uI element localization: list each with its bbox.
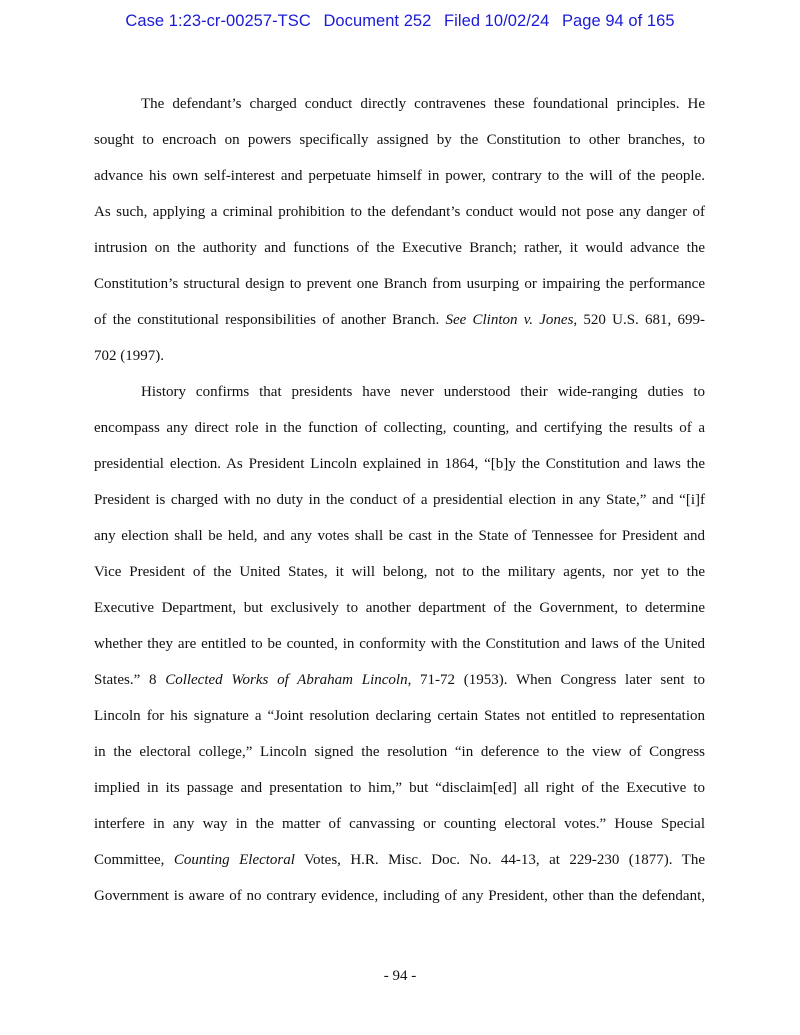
case-citation: See Clinton v. Jones xyxy=(445,312,574,328)
body-line: of the constitutional responsibilities of another Branch. See Clinton v. Jones, 520 U.S. 681, 699- xyxy=(94,312,705,328)
body-line: History confirms that presidents have never understood their wide-ranging duties to xyxy=(141,384,705,400)
body-line: encompass any direct role in the function of collecting, counting, and certifying the results of a xyxy=(94,420,705,436)
body-line: interfere in any way in the matter of canvassing or counting electoral votes.” House Special xyxy=(94,816,705,832)
body-line: President is charged with no duty in the conduct of a presidential election in any State,” and “[i]f xyxy=(94,492,705,508)
body-line: advance his own self-interest and perpetuate himself in power, contrary to the will of the people. xyxy=(94,168,705,184)
body-line: Executive Department, but exclusively to another department of the Government, to determine xyxy=(94,600,705,616)
document-number: Document 252 xyxy=(323,12,432,30)
body-line: Government is aware of no contrary evidence, including of any President, other than the defendant, xyxy=(94,888,705,904)
body-line: in the electoral college,” Lincoln signed the resolution “in deference to the view of Congress xyxy=(94,744,705,760)
body-line: Vice President of the United States, it will belong, not to the military agents, nor yet to the xyxy=(94,564,705,580)
body-line: Constitution’s structural design to prevent one Branch from usurping or impairing the performance xyxy=(94,276,705,292)
body-line: Committee, Counting Electoral Votes, H.R. Misc. Doc. No. 44-13, at 229-230 (1877). The xyxy=(94,852,705,868)
body-line: 702 (1997). xyxy=(94,348,164,364)
body-line: intrusion on the authority and functions of the Executive Branch; rather, it would advance the xyxy=(94,240,705,256)
body-line: Lincoln for his signature a “Joint resolution declaring certain States not entitled to representation xyxy=(94,708,705,724)
page-count: Page 94 of 165 xyxy=(561,12,675,30)
body-line: The defendant’s charged conduct directly contravenes these foundational principles. He xyxy=(141,96,705,112)
case-header xyxy=(0,12,800,31)
body-line: As such, applying a criminal prohibition to the defendant’s conduct would not pose any danger of xyxy=(94,204,705,220)
book-citation: Collected Works of Abraham Lincoln xyxy=(165,672,408,688)
page-number: - 94 - xyxy=(383,968,417,984)
body-line: implied in its passage and presentation to him,” but “disclaim[ed] all right of the Executive to xyxy=(94,780,705,796)
report-citation: Counting Electoral xyxy=(173,852,295,868)
body-line: sought to encroach on powers specifically assigned by the Constitution to other branches, to xyxy=(94,132,705,148)
body-line: any election shall be held, and any votes shall be cast in the State of Tennessee for President and xyxy=(94,528,705,544)
case-number: Case 1:23-cr-00257-TSC xyxy=(125,12,311,30)
body-line: whether they are entitled to be counted, in conformity with the Constitution and laws of the United xyxy=(94,636,705,652)
body-line: presidential election. As President Lincoln explained in 1864, “[b]y the Constitution and laws the xyxy=(94,456,705,472)
body-line: States.” 8 Collected Works of Abraham Lincoln, 71-72 (1953). When Congress later sent to xyxy=(94,672,705,688)
filed-date: Filed 10/02/24 xyxy=(444,12,550,30)
